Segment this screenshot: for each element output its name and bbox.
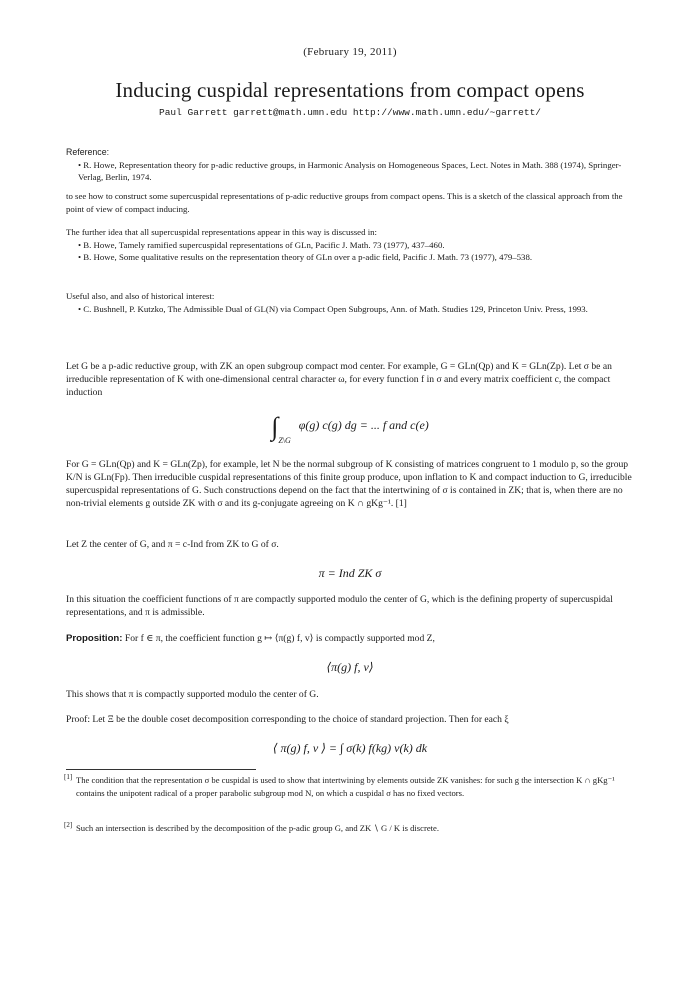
footnote-mark: [2] (64, 821, 73, 829)
references-group-3 (66, 290, 638, 315)
author-line: Paul Garrett garrett@math.umn.edu http://www.math.umn.edu/~garrett/ (159, 107, 541, 118)
footnote-text: The condition that the representation σ be cuspidal is used to show that intertwining by elements outside ZK vanishes: for such g the intersection K ∩ gKg⁻¹ contains the unipotent radical of a proper parabolic subgroup mod N, on which a cuspidal σ has no fixed vectors. (76, 775, 615, 798)
equation-3: ⟨π(g) f, v⟩ (326, 660, 374, 674)
document-date: (February 19, 2011) (303, 46, 397, 58)
equation-text: φ(g) c(g) dg = ... f and c(e) (298, 418, 429, 432)
references-para: Useful also, and also of historical interest: (66, 291, 215, 301)
proposition (66, 632, 638, 645)
equation-4: ⟨ π(g) f, v ⟩ = ∫ σ(k) f(kg) v(k) dk (272, 741, 428, 755)
body-paragraph-4: This shows that π is compactly supported modulo the center of G. (66, 689, 319, 700)
paper-title: Inducing cuspidal representations from compact opens (115, 78, 585, 102)
reference-item (66, 251, 638, 264)
footnote-2 (66, 822, 638, 835)
footnote-rule (66, 769, 256, 770)
proposition-heading: Proposition: (66, 633, 123, 644)
reference-text: • B. Howe, Some qualitative results on the representation theory of GLn over a p-adic field, Pacific J. Math. 73 (1977), 479–538. (78, 252, 533, 263)
reference-item (66, 303, 638, 316)
reference-item (66, 239, 638, 252)
intro-paragraph: to see how to construct some supercuspidal representations of p-adic reductive groups from compact opens. This is a sketch of the classical approach from the point of view of compact inducing. (66, 191, 623, 214)
footnote-text: Such an intersection is described by the decomposition of the p-adic group G, and ZK ∖ G / K is discrete. (76, 823, 439, 833)
proposition-text: For f ∈ π, the coefficient function g ↦ ⟨π(g) f, v⟩ is compactly supported mod Z, (124, 633, 435, 644)
references-group-2 (66, 226, 638, 264)
equation-2: π = Ind ZK σ (318, 566, 382, 580)
footnote-1 (66, 774, 638, 799)
body-paragraph-3: In this situation the coefficient functions of π are compactly supported modulo the center of G, which is the defining property of supercuspidal representations, and π is admissible. (66, 594, 613, 618)
reference-text: • B. Howe, Tamely ramified supercuspidal representations of GLn, Pacific J. Math. 73 (1977), 437–460. (78, 239, 445, 250)
body-paragraph-2b: Let Z the center of G, and π = c-Ind from ZK to G of σ. (66, 539, 279, 550)
reference-item (66, 159, 638, 184)
reference-text: • C. Bushnell, P. Kutzko, The Admissible Dual of GL(N) via Compact Open Subgroups, Ann. of Math. Studies 129, Princeton Univ. Press, 1993. (78, 303, 588, 314)
integral-sign: ∫ (271, 412, 279, 441)
references-section (66, 146, 638, 184)
references-para: The further idea that all supercuspidal representations appear in this way is discussed in: (66, 227, 377, 237)
references-label: Reference: (66, 147, 110, 157)
body-paragraph-2: For G = GLn(Qp) and K = GLn(Zp), for example, let N be the normal subgroup of K consisting of matrices congruent to 1 modulo p, so the group K/N is GLn(Fp). Then irreducible cuspidal representations of this finite group produce, upon inflation to K and compact induction to G, irreducible supercuspidal representations of G. Such constructions depend on the fact that the intertwining of σ is contained in ZK; that is, when there are no non-trivial elements g outside ZK with σ and its g-conjugate agreeing on K ∩ gKg⁻¹. [1] (66, 459, 632, 509)
body-paragraph-1: Let G be a p-adic reductive group, with ZK an open subgroup compact mod center. For example, G = GLn(Qp) and K = GLn(Zp). Let σ be an irreducible representation of K with one-dimensional central character ω, for every function f in σ and every matrix coefficient c, the compact induction (66, 361, 612, 398)
integral-domain: Z\G (278, 436, 291, 445)
reference-text: • R. Howe, Representation theory for p-adic reductive groups, in Harmonic Analysis on Homogeneous Spaces, Lect. Notes in Math. 388 (1974), Springer-Verlag, Berlin, 1974. (78, 159, 622, 183)
footnote-mark: [1] (64, 773, 73, 781)
proof-paragraph: Proof: Let Ξ be the double coset decomposition corresponding to the choice of standard projection. Then for each ξ (66, 714, 509, 725)
equation-1 (0, 412, 700, 445)
